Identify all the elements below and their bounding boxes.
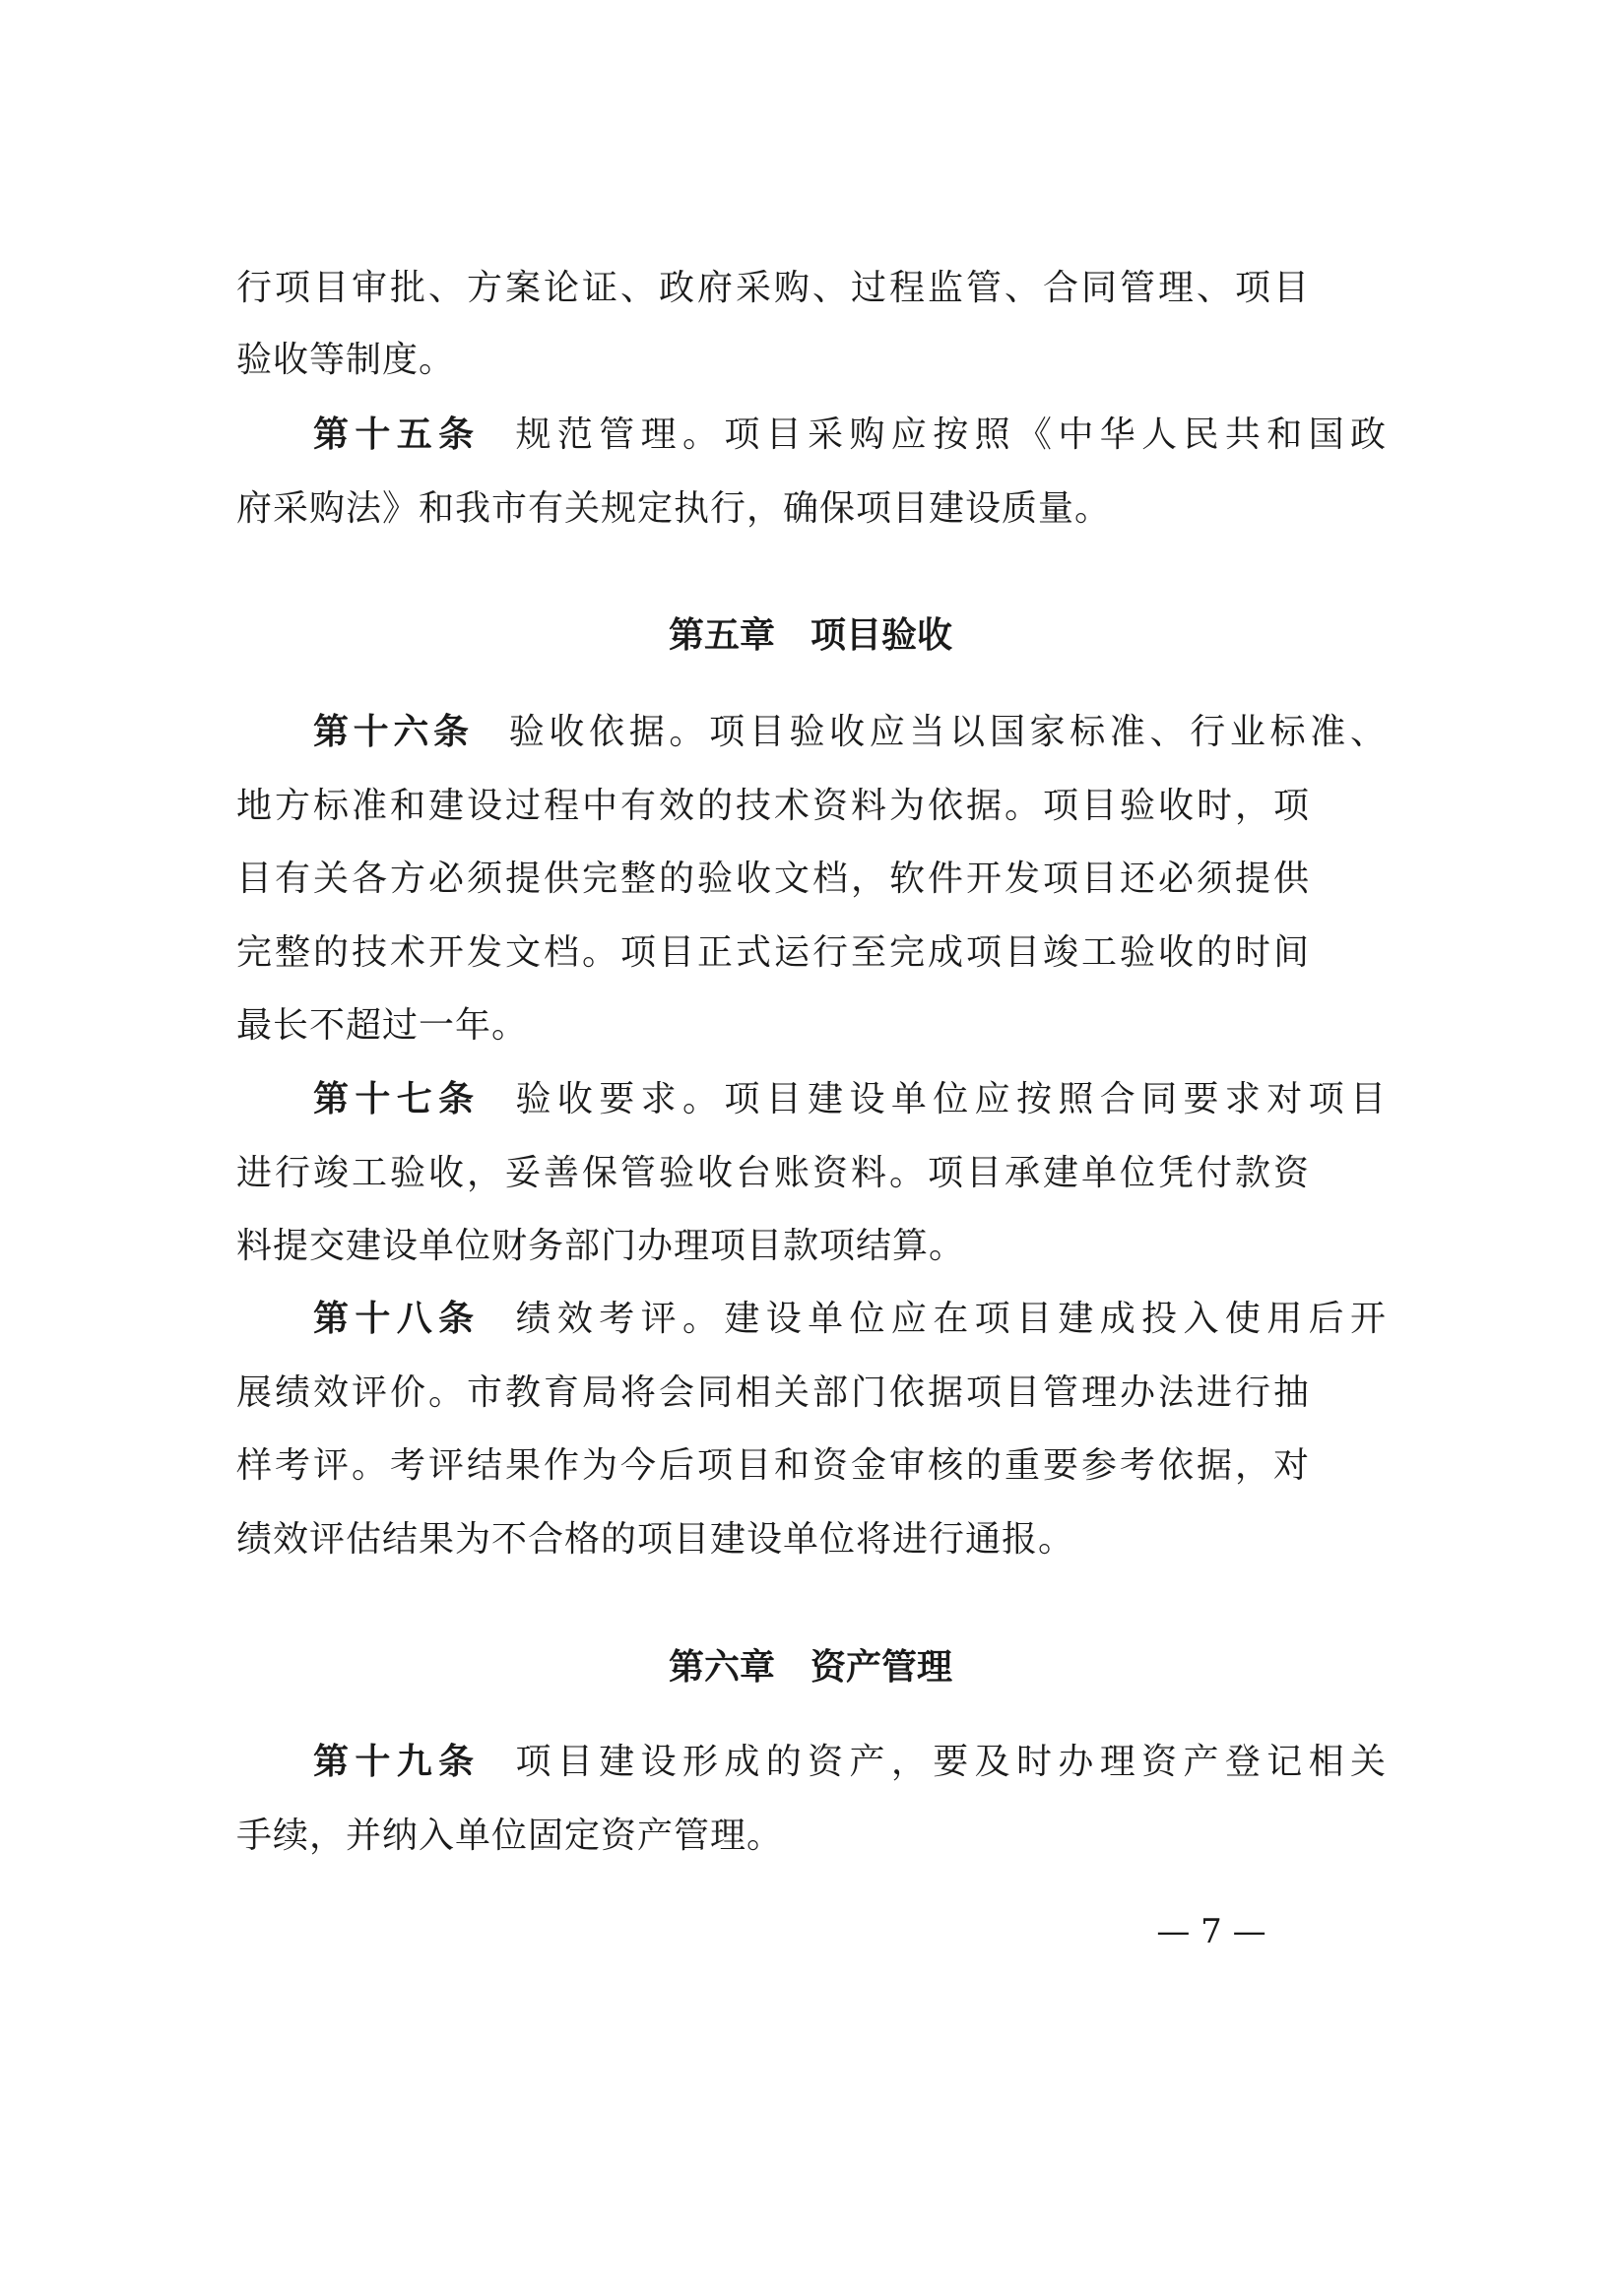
paragraph-line: 进行竣工验收，妥善保管验收台账资料。项目承建单位凭付款资 — [236, 1153, 1310, 1193]
paragraph-line: 样考评。考评结果作为今后项目和资金审核的重要参考依据，对 — [236, 1445, 1310, 1486]
paragraph-line: 完整的技术开发文档。项目正式运行至完成项目竣工验收的时间 — [236, 932, 1310, 973]
article-18-first-line — [313, 1298, 1387, 1341]
article-19-first-line — [313, 1741, 1387, 1784]
paragraph-line: 绩效评估结果为不合格的项目建设单位将进行通报。 — [236, 1519, 1075, 1560]
article-17-text: 验收要求。项目建设单位应按照合同要求对项目 — [515, 1079, 1387, 1119]
article-17-first-line — [313, 1078, 1387, 1121]
paragraph-line: 最长不超过一年。 — [236, 1005, 529, 1046]
article-16-text: 验收依据。项目验收应当以国家标准、行业标准、 — [508, 712, 1387, 752]
page-number: — 7 — — [1156, 1912, 1266, 1951]
paragraph-line: 府采购法》和我市有关规定执行，确保项目建设质量。 — [236, 488, 1112, 529]
paragraph-line: 料提交建设单位财务部门办理项目款项结算。 — [236, 1226, 966, 1266]
paragraph-line: 展绩效评价。市教育局将会同相关部门依据项目管理办法进行抽 — [236, 1372, 1310, 1413]
paragraph-line: 验收等制度。 — [236, 340, 456, 380]
article-16-first-line — [313, 711, 1387, 754]
article-15-first-line — [313, 414, 1387, 457]
chapter-5-heading: 第五章 项目验收 — [668, 615, 952, 656]
article-15-label: 第十五条 — [313, 415, 481, 455]
paragraph-line: 地方标准和建设过程中有效的技术资料为依据。项目验收时，项 — [236, 786, 1310, 826]
chapter-6-heading: 第六章 资产管理 — [668, 1647, 952, 1688]
article-17-label: 第十七条 — [313, 1079, 481, 1119]
paragraph-line: 手续，并纳入单位固定资产管理。 — [236, 1816, 784, 1856]
article-18-text: 绩效考评。建设单位应在项目建成投入使用后开 — [515, 1299, 1387, 1339]
article-19-text: 项目建设形成的资产，要及时办理资产登记相关 — [515, 1742, 1387, 1782]
article-16-label: 第十六条 — [313, 712, 474, 752]
paragraph-line: 行项目审批、方案论证、政府采购、过程监管、合同管理、项目 — [236, 268, 1310, 308]
article-15-text: 规范管理。项目采购应按照《中华人民共和国政 — [515, 415, 1387, 455]
article-19-label: 第十九条 — [313, 1742, 481, 1782]
paragraph-line: 目有关各方必须提供完整的验收文档，软件开发项目还必须提供 — [236, 859, 1310, 899]
article-18-label: 第十八条 — [313, 1299, 481, 1339]
